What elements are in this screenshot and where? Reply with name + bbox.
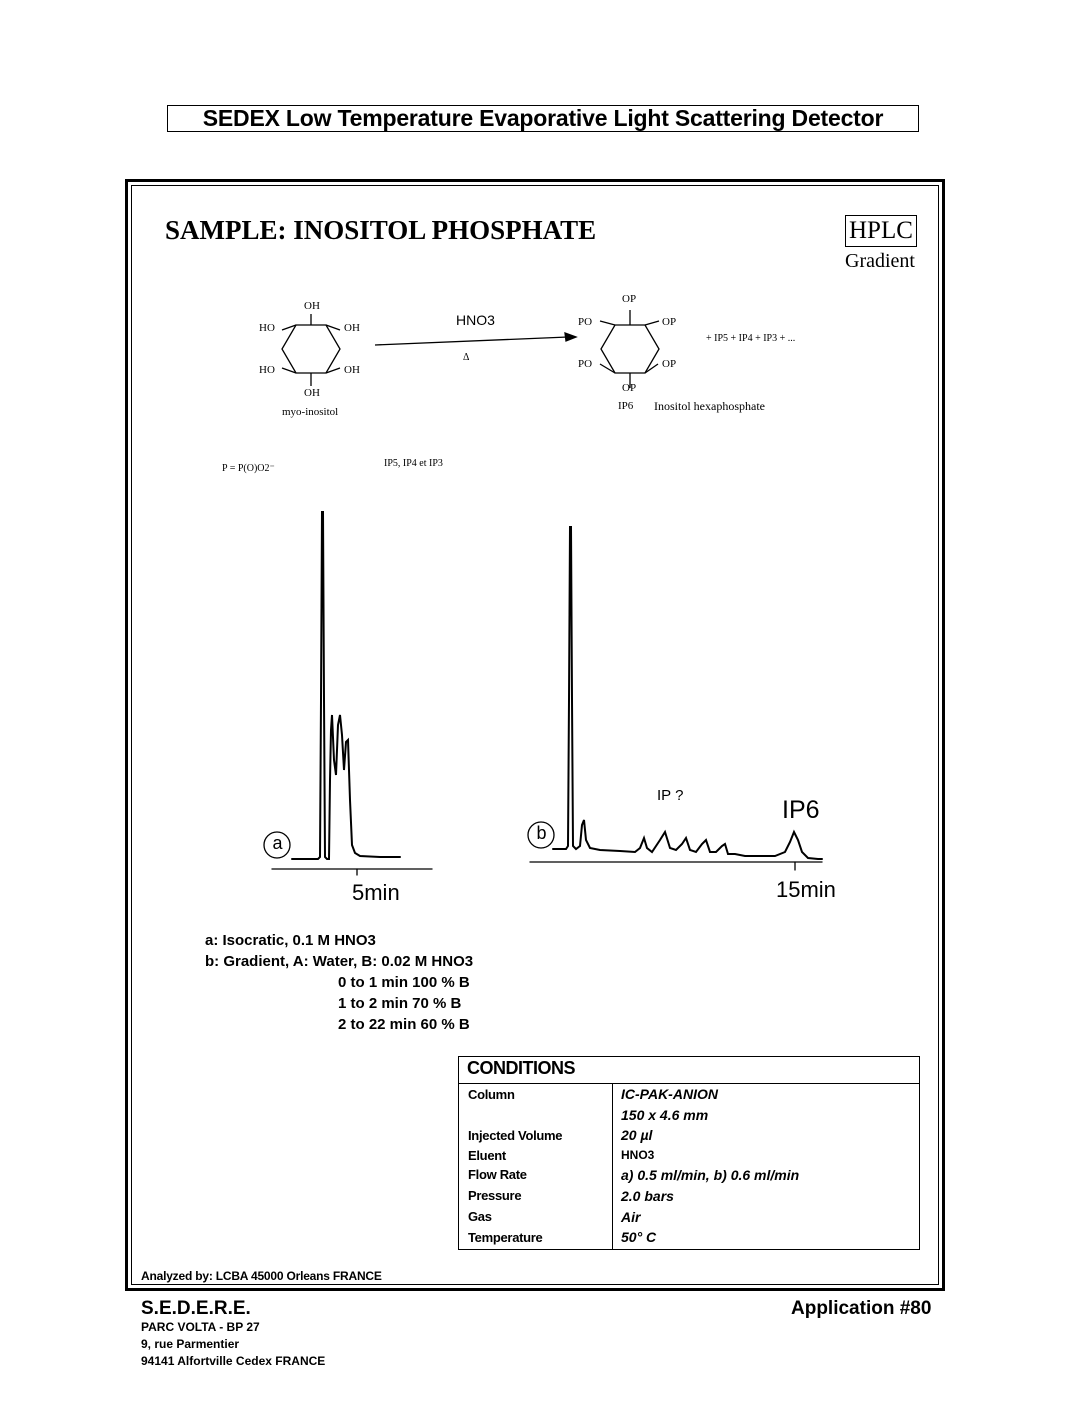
reactant-oh-upper-right: OH [344,322,360,334]
trace-a [292,512,400,859]
myo-inositol-structure [282,314,340,386]
elution-line-b: b: Gradient, A: Water, B: 0.02 M HNO3 [205,953,474,970]
product-name: Inositol hexaphosphate [654,399,765,413]
reagent-label: HNO3 [456,312,495,328]
peak-question-label: IP ? [657,787,684,804]
gradient-label: Gradient [845,250,915,272]
chromatogram-b [528,527,822,870]
chromatogram-b-label: b [536,823,547,843]
condition-value: IC-PAK-ANION [621,1086,718,1102]
product-op-lower-right: OP [662,358,677,370]
condition-value: 150 x 4.6 mm [621,1107,709,1123]
p-definition: P = P(O)O2⁻ [222,463,275,474]
condition-label: Injected Volume [468,1128,563,1143]
reactant-oh-top: OH [304,300,320,312]
hplc-badge: HPLC [845,215,917,247]
address-line: 94141 Alfortville Cedex FRANCE [141,1354,326,1368]
company-name: S.E.D.E.R.E. [141,1298,251,1319]
ip6-peak-label: IP6 [782,796,820,824]
condition-label: Gas [468,1209,492,1224]
analyzed-by: Analyzed by: LCBA 45000 Orleans FRANCE [141,1269,382,1283]
condition-label: Column [468,1087,515,1102]
reactant-oh-bottom: OH [304,387,320,399]
product-op-top: OP [622,293,637,305]
address-line: PARC VOLTA - BP 27 [141,1320,260,1334]
condition-value: Air [621,1209,641,1225]
conditions-table [458,1056,920,1250]
reaction-arrow [375,333,576,345]
reactant-oh-lower-right: OH [344,364,360,376]
conditions-header: CONDITIONS [467,1058,576,1078]
condition-label: Eluent [468,1148,506,1163]
chromatogram-b-tick-label: 15min [776,877,836,902]
product-po-lower-left: PO [578,358,593,370]
ip6-structure [600,310,659,388]
heat-symbol: Δ [463,352,470,363]
condition-label: Temperature [468,1230,543,1245]
product-op-upper-right: OP [662,316,677,328]
elution-line-a: a: Isocratic, 0.1 M HNO3 [205,932,376,949]
sample-title: SAMPLE: INOSITOL PHOSPHATE [165,215,597,245]
elution-conditions [205,930,473,1035]
condition-value: HNO3 [621,1148,655,1162]
chromatogram-a-tick-label: 5min [352,880,400,905]
conditions-divider [459,1083,919,1084]
reactant-name: myo-inositol [282,406,339,418]
chromatogram-a-label: a [272,833,283,853]
gradient-step: 0 to 1 min 100 % B [338,974,470,991]
condition-value: a) 0.5 ml/min, b) 0.6 ml/min [621,1167,800,1183]
condition-value: 2.0 bars [621,1188,674,1204]
condition-label: Flow Rate [468,1167,527,1182]
application-number: Application #80 [791,1298,932,1319]
condition-label: Pressure [468,1188,522,1203]
document-title: SEDEX Low Temperature Evaporative Light Scattering Detector [167,105,919,132]
condition-value: 20 µl [621,1127,653,1143]
product-po-upper-left: PO [578,316,593,328]
ip-annotation: IP5, IP4 et IP3 [384,458,443,469]
conditions-column-divider [612,1083,613,1249]
product-op-bottom: OP [622,382,637,394]
chromatogram-a [264,512,432,875]
condition-value: 50° C [621,1229,657,1245]
side-products: + IP5 + IP4 + IP3 + ... [706,333,796,344]
reactant-ho-lower-left: HO [259,364,275,376]
gradient-step: 2 to 22 min 60 % B [338,1016,470,1033]
product-label: IP6 [618,400,634,412]
reactant-ho-upper-left: HO [259,322,275,334]
gradient-step: 1 to 2 min 70 % B [338,995,462,1012]
address-line: 9, rue Parmentier [141,1337,240,1351]
